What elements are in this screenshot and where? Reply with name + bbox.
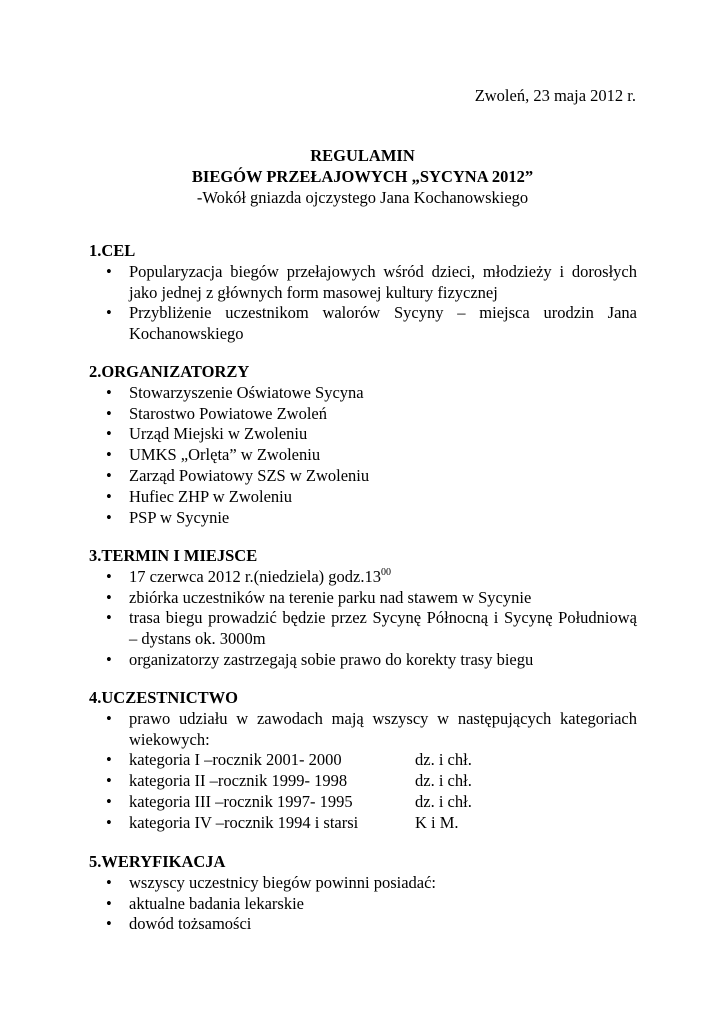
- bullet-icon: •: [106, 649, 112, 669]
- list-item-text: Stowarzyszenie Oświatowe Sycyna: [129, 382, 364, 402]
- list-item-text: Zarząd Powiatowy SZS w Zwoleniu: [129, 465, 370, 485]
- category-row: [89, 792, 637, 813]
- list-item: [89, 588, 637, 609]
- bullet-list: [89, 709, 637, 834]
- category-row: [89, 750, 637, 771]
- bullet-list: [89, 383, 637, 529]
- category-row: [89, 771, 637, 792]
- list-item-text: Popularyzacja biegów przełajowych wśród dzieci, młodzieży i dorosłych jako jednej z głównych form masowej kultury fizycznej: [129, 261, 637, 302]
- category-name: kategoria I –rocznik 2001- 2000: [129, 750, 342, 770]
- section-organizatorzy: [89, 362, 637, 528]
- section-weryfikacja: [89, 852, 637, 935]
- category-name: kategoria III –rocznik 1997- 1995: [129, 791, 353, 811]
- event-date-text: 17 czerwca 2012 r.(niedziela) godz.13: [129, 566, 381, 586]
- bullet-icon: •: [106, 303, 112, 323]
- bullet-icon: •: [106, 812, 112, 832]
- list-item: [89, 608, 654, 650]
- bullet-icon: •: [106, 791, 112, 811]
- category-group: dz. i chł.: [415, 791, 472, 811]
- category-group: dz. i chł.: [415, 771, 472, 791]
- bullet-icon: •: [106, 465, 112, 485]
- list-item: [89, 445, 637, 466]
- list-item: [89, 262, 637, 304]
- document-title: REGULAMIN: [310, 146, 415, 165]
- section-cel: [89, 241, 637, 345]
- category-group: dz. i chł.: [415, 750, 472, 770]
- bullet-icon: •: [106, 750, 112, 770]
- section-termin: [89, 546, 654, 671]
- list-item-text: Starostwo Powiatowe Zwoleń: [129, 403, 327, 423]
- list-item-text: Urząd Miejski w Zwoleniu: [129, 424, 308, 444]
- bullet-icon: •: [106, 507, 112, 527]
- list-item: [89, 894, 637, 915]
- bullet-icon: •: [106, 486, 112, 506]
- category-name: kategoria II –rocznik 1999- 1998: [129, 771, 348, 791]
- section-uczestnictwo: [89, 688, 637, 834]
- list-item: [89, 650, 637, 671]
- list-item: [89, 914, 637, 935]
- date-line: Zwoleń, 23 maja 2012 r.: [474, 86, 636, 105]
- document-subtitle: -Wokół gniazda ojczystego Jana Kochanowskiego: [196, 187, 529, 207]
- section-heading: 2.ORGANIZATORZY: [89, 362, 250, 381]
- list-item: [89, 303, 637, 345]
- list-item: [89, 466, 637, 487]
- bullet-icon: •: [106, 424, 112, 444]
- list-item: [89, 709, 637, 751]
- list-item-text: organizatorzy zastrzegają sobie prawo do korekty trasy biegu: [129, 649, 534, 669]
- list-item-text: wszyscy uczestnicy biegów powinni posiadać:: [129, 872, 437, 892]
- list-item-text: Hufiec ZHP w Zwoleniu: [129, 486, 292, 506]
- list-item-text: PSP w Sycynie: [129, 507, 230, 527]
- category-group: K i M.: [415, 812, 459, 832]
- list-item: [89, 508, 637, 529]
- list-item-text: dowód tożsamości: [129, 914, 252, 934]
- document-event-title: BIEGÓW PRZEŁAJOWYCH „SYCYNA 2012”: [191, 166, 534, 186]
- list-item: [89, 404, 637, 425]
- bullet-icon: •: [106, 566, 112, 586]
- bullet-icon: •: [106, 261, 112, 281]
- list-item-text: prawo udziału w zawodach mają wszyscy w następujących kategoriach wiekowych:: [129, 708, 637, 749]
- bullet-icon: •: [106, 382, 112, 402]
- list-item-text: UMKS „Orlęta” w Zwoleniu: [129, 445, 321, 465]
- list-item-text: Przybliżenie uczestnikom walorów Sycyny – miejsca urodzin Jana Kochanowskiego: [129, 303, 637, 344]
- bullet-icon: •: [106, 771, 112, 791]
- bullet-icon: •: [106, 445, 112, 465]
- bullet-list: [89, 873, 637, 935]
- list-item-text: trasa biegu prowadzić będzie przez Sycynę Północną i Sycynę Południową – dystans ok. 3000m: [129, 608, 654, 649]
- bullet-list: [89, 566, 654, 671]
- section-heading: 1.CEL: [89, 241, 136, 260]
- list-item-text: zbiórka uczestników na terenie parku nad stawem w Sycynie: [129, 587, 532, 607]
- bullet-icon: •: [106, 403, 112, 423]
- list-item: [89, 383, 637, 404]
- section-heading: 4.UCZESTNICTWO: [89, 688, 238, 707]
- bullet-icon: •: [106, 914, 112, 934]
- list-item: [89, 424, 637, 445]
- bullet-icon: •: [106, 587, 112, 607]
- title-block: [0, 146, 725, 208]
- category-name: kategoria IV –rocznik 1994 i starsi: [129, 812, 359, 832]
- section-heading: 5.WERYFIKACJA: [89, 852, 226, 871]
- list-item: [89, 873, 637, 894]
- event-time-minutes: 00: [380, 566, 391, 578]
- bullet-icon: •: [106, 893, 112, 913]
- list-item: [89, 487, 637, 508]
- category-row: [89, 813, 637, 834]
- list-item: [89, 567, 637, 588]
- bullet-icon: •: [106, 708, 112, 728]
- bullet-icon: •: [106, 872, 112, 892]
- bullet-icon: •: [106, 608, 112, 628]
- list-item-text: aktualne badania lekarskie: [129, 893, 304, 913]
- bullet-list: [89, 262, 637, 345]
- section-heading: 3.TERMIN I MIEJSCE: [89, 546, 258, 565]
